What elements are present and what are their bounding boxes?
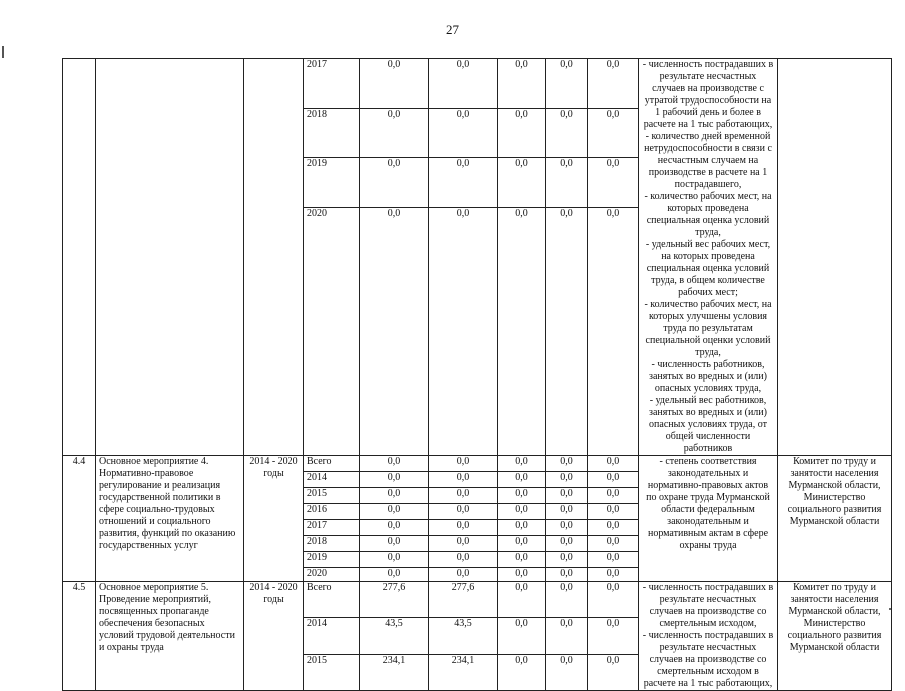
- year-cell: 2015: [304, 488, 360, 504]
- continuation-name-cell: [96, 59, 244, 456]
- value-cell: 0,0: [498, 654, 546, 690]
- value-cell: 0,0: [546, 456, 588, 472]
- value-cell: 0,0: [546, 568, 588, 582]
- continuation-index-cell: [63, 59, 96, 456]
- value-cell: 0,0: [588, 582, 639, 618]
- value-cell: 0,0: [498, 207, 546, 455]
- value-cell: 0,0: [498, 568, 546, 582]
- value-cell: 0,0: [360, 488, 429, 504]
- indicator-cell: - степень соответствия законодательных и нормативно-правовых актов по охране труда Мурманской области федеральным законодательным и нормативным актам в сфере охраны труда: [639, 456, 778, 582]
- executor-cell: Комитет по труду и занятости населения Мурманской области, Министерство социального развития Мурманской области: [778, 582, 892, 691]
- value-cell: 0,0: [429, 488, 498, 504]
- measure-name: Основное мероприятие 5. Проведение мероприятий, посвященных пропаганде обеспечения безопасных условий трудовой деятельности и охраны труда: [96, 582, 244, 691]
- year-cell: 2019: [304, 158, 360, 208]
- value-cell: 0,0: [588, 568, 639, 582]
- value-cell: 0,0: [546, 552, 588, 568]
- value-cell: 0,0: [360, 59, 429, 109]
- value-cell: 0,0: [498, 520, 546, 536]
- measure-index: 4.4: [63, 456, 96, 582]
- value-cell: 0,0: [429, 504, 498, 520]
- value-cell: 0,0: [429, 472, 498, 488]
- value-cell: 0,0: [360, 536, 429, 552]
- year-cell: 2014: [304, 472, 360, 488]
- value-cell: 234,1: [429, 654, 498, 690]
- value-cell: 0,0: [588, 472, 639, 488]
- measure-period: 2014 - 2020 годы: [244, 456, 304, 582]
- value-cell: 0,0: [546, 618, 588, 654]
- margin-mark: [2, 46, 4, 58]
- value-cell: 0,0: [429, 158, 498, 208]
- measure-period: 2014 - 2020 годы: [244, 582, 304, 691]
- executor-cell: [778, 59, 892, 456]
- value-cell: 0,0: [498, 108, 546, 158]
- value-cell: 277,6: [429, 582, 498, 618]
- year-cell: 2015: [304, 654, 360, 690]
- table-row: [63, 59, 892, 109]
- value-cell: 0,0: [546, 207, 588, 455]
- value-cell: 0,0: [588, 520, 639, 536]
- value-cell: 0,0: [588, 504, 639, 520]
- page-number: 27: [446, 22, 459, 37]
- value-cell: 0,0: [429, 552, 498, 568]
- measure-name: Основное мероприятие 4. Нормативно-правовое регулирование и реализация государственной политики в сфере социально-трудовых отношений и социального развития, функций по оказанию государственных услуг: [96, 456, 244, 582]
- value-cell: 0,0: [546, 504, 588, 520]
- value-cell: 0,0: [360, 552, 429, 568]
- scan-dot: [889, 608, 891, 610]
- value-cell: 0,0: [429, 568, 498, 582]
- value-cell: 43,5: [360, 618, 429, 654]
- table-row: [63, 582, 892, 618]
- value-cell: 0,0: [588, 618, 639, 654]
- value-cell: 43,5: [429, 618, 498, 654]
- value-cell: 0,0: [546, 59, 588, 109]
- value-cell: 0,0: [588, 108, 639, 158]
- year-cell: 2017: [304, 59, 360, 109]
- year-cell: 2020: [304, 207, 360, 455]
- value-cell: 277,6: [360, 582, 429, 618]
- value-cell: 0,0: [546, 520, 588, 536]
- value-cell: 0,0: [498, 456, 546, 472]
- value-cell: 0,0: [498, 582, 546, 618]
- value-cell: 0,0: [429, 59, 498, 109]
- value-cell: 0,0: [498, 536, 546, 552]
- value-cell: 0,0: [546, 472, 588, 488]
- value-cell: 0,0: [360, 158, 429, 208]
- value-cell: 0,0: [588, 488, 639, 504]
- value-cell: 0,0: [360, 472, 429, 488]
- value-cell: 0,0: [360, 504, 429, 520]
- value-cell: 0,0: [429, 108, 498, 158]
- value-cell: 0,0: [498, 488, 546, 504]
- program-table: [62, 58, 892, 691]
- value-cell: 0,0: [546, 582, 588, 618]
- value-cell: 0,0: [498, 552, 546, 568]
- value-cell: 0,0: [588, 158, 639, 208]
- value-cell: 234,1: [360, 654, 429, 690]
- value-cell: 0,0: [546, 108, 588, 158]
- value-cell: 0,0: [360, 568, 429, 582]
- year-cell: Всего: [304, 456, 360, 472]
- year-cell: 2014: [304, 618, 360, 654]
- value-cell: 0,0: [498, 504, 546, 520]
- measure-index: 4.5: [63, 582, 96, 691]
- value-cell: 0,0: [546, 158, 588, 208]
- year-cell: 2017: [304, 520, 360, 536]
- indicator-cell: - численность пострадавших в результате несчастных случаев на производстве с утратой трудоспособности на 1 рабочий день и более в расчете на 1 тыс работающих, - количество дней временной нетрудоспособности в связи с несчастным случаем на производстве в расчете на 1 пострадавшего, - количество рабочих мест, на которых проведена специальная оценка условий труда, - удельный вес рабочих мест, на которых проведена специальная оценка условий труда, в общем количестве рабочих мест; - количество рабочих мест, на которых улучшены условия труда по результатам специальной оценки условий труда, - численность работников, занятых во вредных и (или) опасных условиях труда, - удельный вес работников, занятых во вредных и (или) опасных условиях труда, от общей численности работников: [639, 59, 778, 456]
- value-cell: 0,0: [588, 207, 639, 455]
- value-cell: 0,0: [498, 618, 546, 654]
- table-row: [63, 456, 892, 472]
- year-cell: 2018: [304, 108, 360, 158]
- continuation-period-cell: [244, 59, 304, 456]
- value-cell: 0,0: [498, 59, 546, 109]
- value-cell: 0,0: [588, 59, 639, 109]
- value-cell: 0,0: [360, 108, 429, 158]
- value-cell: 0,0: [546, 536, 588, 552]
- value-cell: 0,0: [429, 536, 498, 552]
- year-cell: 2018: [304, 536, 360, 552]
- value-cell: 0,0: [429, 207, 498, 455]
- year-cell: Всего: [304, 582, 360, 618]
- value-cell: 0,0: [360, 456, 429, 472]
- value-cell: 0,0: [360, 207, 429, 455]
- value-cell: 0,0: [588, 536, 639, 552]
- value-cell: 0,0: [588, 552, 639, 568]
- value-cell: 0,0: [546, 654, 588, 690]
- value-cell: 0,0: [546, 488, 588, 504]
- value-cell: 0,0: [498, 472, 546, 488]
- value-cell: 0,0: [588, 654, 639, 690]
- value-cell: 0,0: [360, 520, 429, 536]
- executor-cell: Комитет по труду и занятости населения Мурманской области, Министерство социального развития Мурманской области: [778, 456, 892, 582]
- year-cell: 2020: [304, 568, 360, 582]
- year-cell: 2019: [304, 552, 360, 568]
- value-cell: 0,0: [588, 456, 639, 472]
- value-cell: 0,0: [498, 158, 546, 208]
- value-cell: 0,0: [429, 456, 498, 472]
- year-cell: 2016: [304, 504, 360, 520]
- indicator-cell: - численность пострадавших в результате несчастных случаев на производстве со смертельным исходом, - численность пострадавших в результате несчастных случаев на производстве со смертельным исходом в расчете на 1 тыс работающих,: [639, 582, 778, 691]
- value-cell: 0,0: [429, 520, 498, 536]
